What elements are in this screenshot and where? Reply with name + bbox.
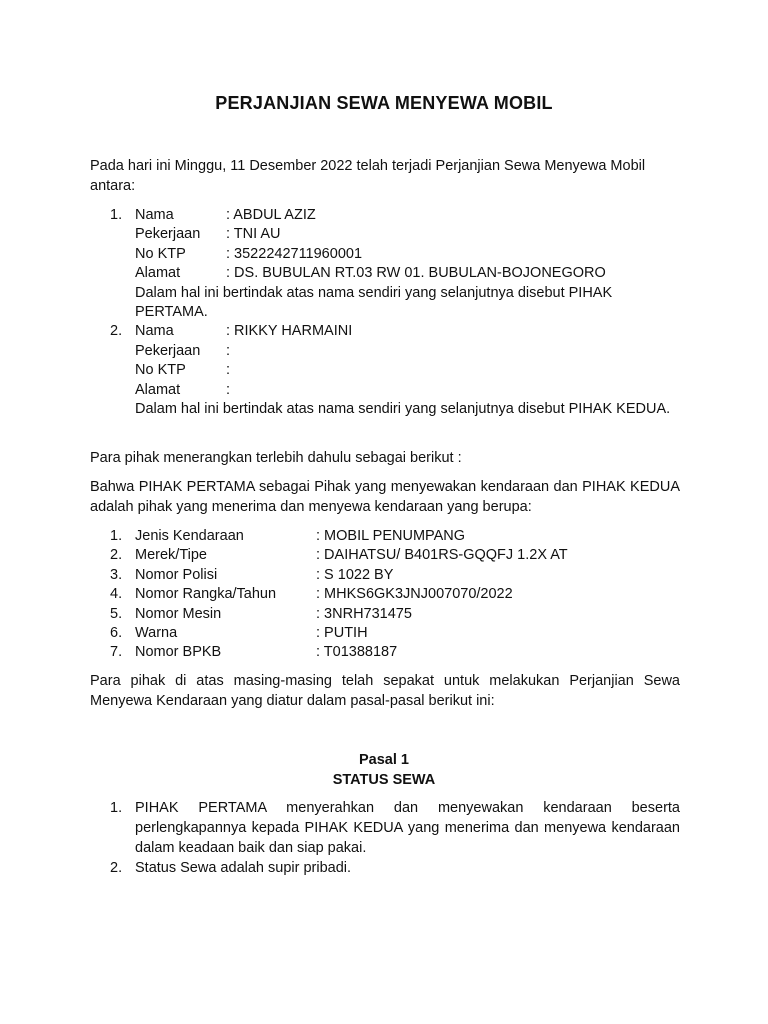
document-title: PERJANJIAN SEWA MENYEWA MOBIL (215, 93, 553, 113)
vehicle-item (90, 605, 680, 624)
field-label: Nama (135, 323, 174, 340)
list-number: 6. (110, 625, 123, 642)
party-row (135, 342, 680, 361)
field-value: : 3NRH731475 (316, 605, 412, 622)
pasal-number: Pasal 1 (359, 752, 409, 768)
bahwa-paragraph: Bahwa PIHAK PERTAMA sebagai Pihak yang menyewakan kendaraan dan PIHAK KEDUA adalah pihak yang menerima dan menyewa kendaraan yang berupa: (90, 479, 680, 515)
term-text: Status Sewa adalah supir pribadi. (135, 860, 352, 876)
party-statement: Dalam hal ini bertindak atas nama sendiri yang selanjutnya disebut PIHAK KEDUA. (135, 401, 671, 418)
pasal-terms (90, 798, 680, 878)
term-item (90, 858, 680, 878)
field-label: Nomor Polisi (135, 566, 218, 583)
vehicle-item (90, 624, 680, 643)
field-label: Pekerjaan (135, 226, 201, 243)
list-number: 2. (110, 860, 123, 876)
list-number: 5. (110, 605, 123, 622)
field-label: No KTP (135, 362, 186, 379)
vehicle-item (90, 585, 680, 604)
party-row (135, 206, 680, 225)
field-label: Jenis Kendaraan (135, 528, 244, 544)
field-value: : S 1022 BY (316, 566, 394, 583)
field-label: Nomor BPKB (135, 644, 222, 661)
list-number: 1. (110, 528, 123, 544)
list-number: 2. (110, 547, 123, 564)
party-row (135, 322, 680, 341)
pasal-heading (0, 750, 768, 790)
vehicle-item (90, 546, 680, 565)
pasal-title: STATUS SEWA (332, 772, 436, 788)
vehicle-item (90, 566, 680, 585)
field-value: : 3522242711960001 (226, 245, 363, 262)
field-label: Pekerjaan (135, 342, 201, 359)
field-value: : (226, 342, 231, 359)
field-value: : RIKKY HARMAINI (226, 323, 353, 340)
field-label: No KTP (135, 245, 186, 262)
field-value: : PUTIH (316, 625, 368, 642)
party-row (135, 225, 680, 244)
party-list (90, 206, 680, 419)
party-item (90, 206, 680, 322)
field-value: : T01388187 (316, 644, 398, 661)
field-value: : TNI AU (226, 226, 281, 243)
menerangkan-paragraph: Para pihak menerangkan terlebih dahulu sebagai berikut : (90, 450, 462, 466)
party-row (135, 245, 680, 264)
field-label: Warna (135, 625, 178, 642)
vehicle-list (90, 527, 680, 663)
field-value: : MHKS6GK3JNJ007070/2022 (316, 586, 513, 603)
field-value: : (226, 381, 231, 398)
intro-paragraph: Pada hari ini Minggu, 11 Desember 2022 telah terjadi Perjanjian Sewa Menyewa Mobil antara: (90, 158, 646, 194)
party-row (135, 264, 680, 283)
field-label: Nama (135, 207, 174, 223)
vehicle-item (90, 643, 680, 662)
party-statement: Dalam hal ini bertindak atas nama sendiri yang selanjutnya disebut PIHAK PERTAMA. (135, 284, 613, 321)
field-label: Alamat (135, 381, 181, 398)
field-value: : DAIHATSU/ B401RS-GQQFJ 1.2X AT (316, 547, 568, 564)
term-text: PIHAK PERTAMA menyerahkan dan menyewakan kendaraan beserta perlengkapannya kepada PIHAK KEDUA yang menerima dan menyewa kendaraan dalam keadaan baik dan siap pakai. (135, 800, 680, 856)
list-number: 2. (110, 323, 123, 340)
field-value: : DS. BUBULAN RT.03 RW 01. BUBULAN-BOJONEGORO (226, 265, 606, 282)
list-number: 3. (110, 566, 123, 583)
list-number: 7. (110, 644, 123, 661)
party-row (135, 361, 680, 380)
field-label: Alamat (135, 265, 181, 282)
agreement-paragraph: Para pihak di atas masing-masing telah sepakat untuk melakukan Perjanjian Sewa Menyewa Kendaraan yang diatur dalam pasal-pasal berikut ini: (90, 673, 680, 709)
vehicle-item (90, 527, 680, 546)
field-value: : (226, 362, 231, 379)
field-label: Nomor Mesin (135, 605, 222, 622)
field-label: Merek/Tipe (135, 547, 207, 564)
term-item (90, 798, 680, 858)
list-number: 1. (110, 800, 123, 816)
party-row (135, 381, 680, 400)
field-value: : ABDUL AZIZ (226, 207, 316, 223)
field-label: Nomor Rangka/Tahun (135, 586, 277, 603)
field-value: : MOBIL PENUMPANG (316, 528, 466, 544)
party-item (90, 322, 680, 419)
list-number: 1. (110, 207, 123, 223)
list-number: 4. (110, 586, 123, 603)
